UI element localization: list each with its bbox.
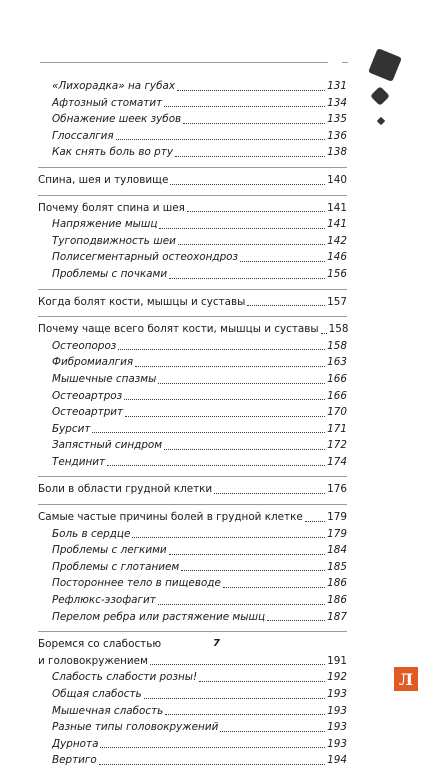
top-rule-dash (342, 62, 348, 63)
toc-entry-title: Полисегментарный остеохондроз (52, 251, 239, 264)
toc-subentry[interactable] (38, 388, 347, 405)
dot-leader (165, 713, 325, 715)
toc-subentry[interactable] (38, 338, 347, 355)
toc-chapter-entry[interactable] (38, 321, 347, 338)
toc-subentry[interactable] (38, 78, 347, 95)
toc-subentry[interactable] (38, 216, 347, 233)
toc-subentry[interactable] (38, 609, 347, 626)
toc-entry-page: 193 (327, 704, 347, 717)
dot-leader (124, 398, 325, 400)
toc-entry-page: 140 (327, 173, 347, 186)
toc-entry-page: 146 (327, 251, 347, 264)
dot-leader (125, 415, 325, 417)
toc-entry-title: Проблемы с глотанием (52, 560, 180, 573)
toc-subentry[interactable] (38, 669, 347, 686)
toc-subentry[interactable] (38, 95, 347, 112)
dot-leader (92, 431, 325, 433)
dot-leader (187, 210, 325, 212)
toc-subentry[interactable] (38, 719, 347, 736)
toc-subentry[interactable] (38, 249, 347, 266)
dot-leader (267, 619, 325, 621)
toc-entry-title: Постороннее тело в пищеводе (52, 577, 221, 590)
toc-subentry[interactable] (38, 559, 347, 576)
toc-heading-line: Боремся со слабостью (38, 638, 162, 651)
toc-entry-page: 193 (327, 737, 347, 750)
toc-chapter-entry[interactable] (38, 200, 347, 217)
section-separator (38, 189, 347, 196)
toc-entry-title: Остеоартрит (52, 406, 124, 419)
toc-entry-page: 191 (327, 654, 347, 667)
toc-entry-title: Проблемы с почками (52, 267, 168, 280)
toc-chapter-entry[interactable] (38, 481, 347, 498)
toc-entry-title: Когда болят кости, мышцы и суставы (38, 295, 246, 308)
section-separator (38, 310, 347, 317)
toc-entry-page: 142 (327, 234, 347, 247)
toc-entry-page: 194 (327, 754, 347, 767)
toc-entry-page: 193 (327, 721, 347, 734)
dot-leader (118, 348, 325, 350)
toc-subentry[interactable] (38, 437, 347, 454)
toc-entry-page: 170 (327, 406, 347, 419)
toc-entry-page: 174 (327, 455, 347, 468)
toc-entry-page: 186 (327, 594, 347, 607)
dot-leader (99, 763, 325, 765)
toc-entry-title: Дурнота (52, 737, 99, 750)
toc-entry-title: Рефлюкс-эзофагит (52, 594, 156, 607)
dot-leader (116, 138, 325, 140)
toc-entry-title: Бурсит (52, 422, 91, 435)
dot-leader (240, 260, 325, 262)
publisher-logo: Л (394, 667, 418, 691)
toc-chapter-entry[interactable] (38, 294, 347, 311)
dot-leader (158, 603, 325, 605)
toc-subentry[interactable] (38, 266, 347, 283)
dot-leader (305, 520, 325, 522)
toc-chapter-entry[interactable] (38, 653, 347, 670)
section-separator (38, 283, 347, 290)
decorative-diamond-large (368, 48, 402, 82)
toc-entry-page: 158 (327, 339, 347, 352)
toc-entry-page: 156 (327, 267, 347, 280)
toc-subentry[interactable] (38, 233, 347, 250)
toc-entry-title: Общая слабость (52, 688, 142, 700)
toc-entry-title: Вертиго (52, 754, 97, 767)
section-separator (38, 625, 347, 632)
toc-subentry[interactable] (38, 526, 347, 543)
dot-leader (169, 277, 325, 279)
toc-entry-title: Перелом ребра или растяжение мышц (52, 610, 266, 623)
toc-entry-title: Самые частые причины болей в грудной клетке (38, 511, 303, 524)
toc-entry-page: 131 (327, 80, 347, 92)
dot-leader (170, 183, 325, 185)
dot-leader (150, 663, 325, 665)
dot-leader (214, 492, 325, 494)
dot-leader (183, 122, 325, 124)
toc-entry-title: Слабость слабости розны! (52, 671, 198, 684)
toc-entry-page: 157 (327, 295, 347, 308)
dot-leader (164, 448, 325, 450)
toc-subentry[interactable] (38, 686, 347, 703)
toc-subentry[interactable] (38, 421, 347, 438)
toc-subentry[interactable] (38, 354, 347, 371)
toc-entry-page: 166 (327, 389, 347, 402)
toc-entry-page: 179 (327, 527, 347, 540)
dot-leader (144, 697, 325, 699)
dot-leader (100, 746, 325, 748)
toc-entry-page: 158 (328, 323, 349, 336)
toc-entry-title: Остеоартроз (52, 389, 123, 402)
decorative-diamond-small (377, 117, 385, 125)
toc-entry-title: Обнажение шеек зубов (52, 113, 182, 126)
section-separator (38, 498, 347, 505)
section-separator (38, 161, 347, 168)
toc-entry-title: Спина, шея и туловище (38, 173, 169, 186)
toc-chapter-entry[interactable] (38, 509, 347, 526)
dot-leader (164, 105, 325, 107)
section-separator (38, 470, 347, 477)
toc-entry-title: Мышечные спазмы (52, 372, 157, 385)
toc-entry-page: 184 (327, 544, 347, 557)
toc-entry-page: 192 (327, 671, 347, 684)
toc-entry-title: Проблемы с легкими (52, 544, 167, 557)
dot-leader (175, 155, 325, 157)
toc-entry-page: 179 (327, 511, 347, 524)
toc-entry-title: Почему болят спина и шея (38, 201, 185, 214)
toc-subentry[interactable] (38, 404, 347, 421)
toc-entry-title: Мышечная слабость (52, 704, 164, 717)
toc-entry-title: Глоссалгия (52, 129, 114, 142)
toc-entry-title: Остеопороз (52, 339, 117, 352)
dot-leader (178, 243, 325, 245)
decorative-diamond-medium (370, 86, 390, 106)
toc-entry-page: 176 (327, 483, 347, 496)
toc-subentry[interactable] (38, 144, 347, 161)
toc-entry-page: 163 (327, 356, 347, 369)
toc-subentry[interactable] (38, 736, 347, 753)
toc-entry-title: Боль в сердце (52, 527, 131, 540)
dot-leader (107, 464, 325, 466)
toc-entry-title: Напряжение мышц (52, 218, 158, 231)
dot-leader (181, 569, 325, 571)
toc-entry-title: Афтозный стоматит (52, 96, 163, 109)
dot-leader (199, 680, 325, 682)
toc-entry-page: 172 (327, 439, 347, 452)
dot-leader (132, 536, 325, 538)
toc-entry-title: Фибромиалгия (52, 356, 134, 369)
toc-entry-title: и головокружением (38, 654, 148, 667)
toc-entry-page: 185 (327, 560, 347, 573)
toc-subentry[interactable] (38, 592, 347, 609)
toc-entry-page: 171 (327, 422, 347, 435)
dot-leader (177, 89, 325, 91)
toc-entry-title: Боли в области грудной клетки (38, 483, 213, 496)
toc-entry-title: Тугоподвижность шеи (52, 234, 176, 247)
toc-entry-page: 138 (327, 146, 347, 159)
toc-entry-page: 134 (327, 96, 347, 109)
toc-subentry[interactable] (38, 371, 347, 388)
toc-entry-page: 193 (327, 688, 347, 700)
toc-subentry[interactable] (38, 703, 347, 720)
page-number: 7 (213, 638, 220, 649)
toc-entry-page: 135 (327, 113, 347, 126)
toc-chapter-entry[interactable] (38, 172, 347, 189)
toc-entry-title: Разные типы головокружений (52, 721, 219, 734)
dot-leader (220, 730, 325, 732)
dot-leader (247, 304, 325, 306)
toc-entry-page: 141 (327, 201, 347, 214)
toc-subentry[interactable] (38, 542, 347, 559)
dot-leader (223, 586, 325, 588)
toc-subentry[interactable] (38, 111, 347, 128)
toc-subentry[interactable] (38, 575, 347, 592)
toc-entry-title: Тендинит (52, 455, 106, 468)
toc-entry-page: 166 (327, 372, 347, 385)
toc-entry-title: Запястный синдром (52, 439, 163, 452)
toc-entry-title: «Лихорадка» на губах (52, 80, 175, 92)
toc-entry-title: Как снять боль во рту (52, 146, 173, 159)
table-of-contents (38, 78, 347, 769)
dot-leader (158, 382, 325, 384)
toc-subentry[interactable] (38, 752, 347, 769)
toc-entry-page: 136 (327, 129, 347, 142)
toc-entry-page: 187 (327, 610, 347, 623)
toc-subentry[interactable] (38, 128, 347, 145)
dot-leader (169, 553, 325, 555)
toc-entry-title: Почему чаще всего болят кости, мышцы и суставы (38, 323, 319, 336)
toc-entry-page: 186 (327, 577, 347, 590)
dot-leader (159, 227, 325, 229)
dot-leader (135, 365, 325, 367)
toc-entry-page: 141 (327, 218, 347, 231)
top-rule (40, 62, 328, 63)
toc-subentry[interactable] (38, 454, 347, 471)
